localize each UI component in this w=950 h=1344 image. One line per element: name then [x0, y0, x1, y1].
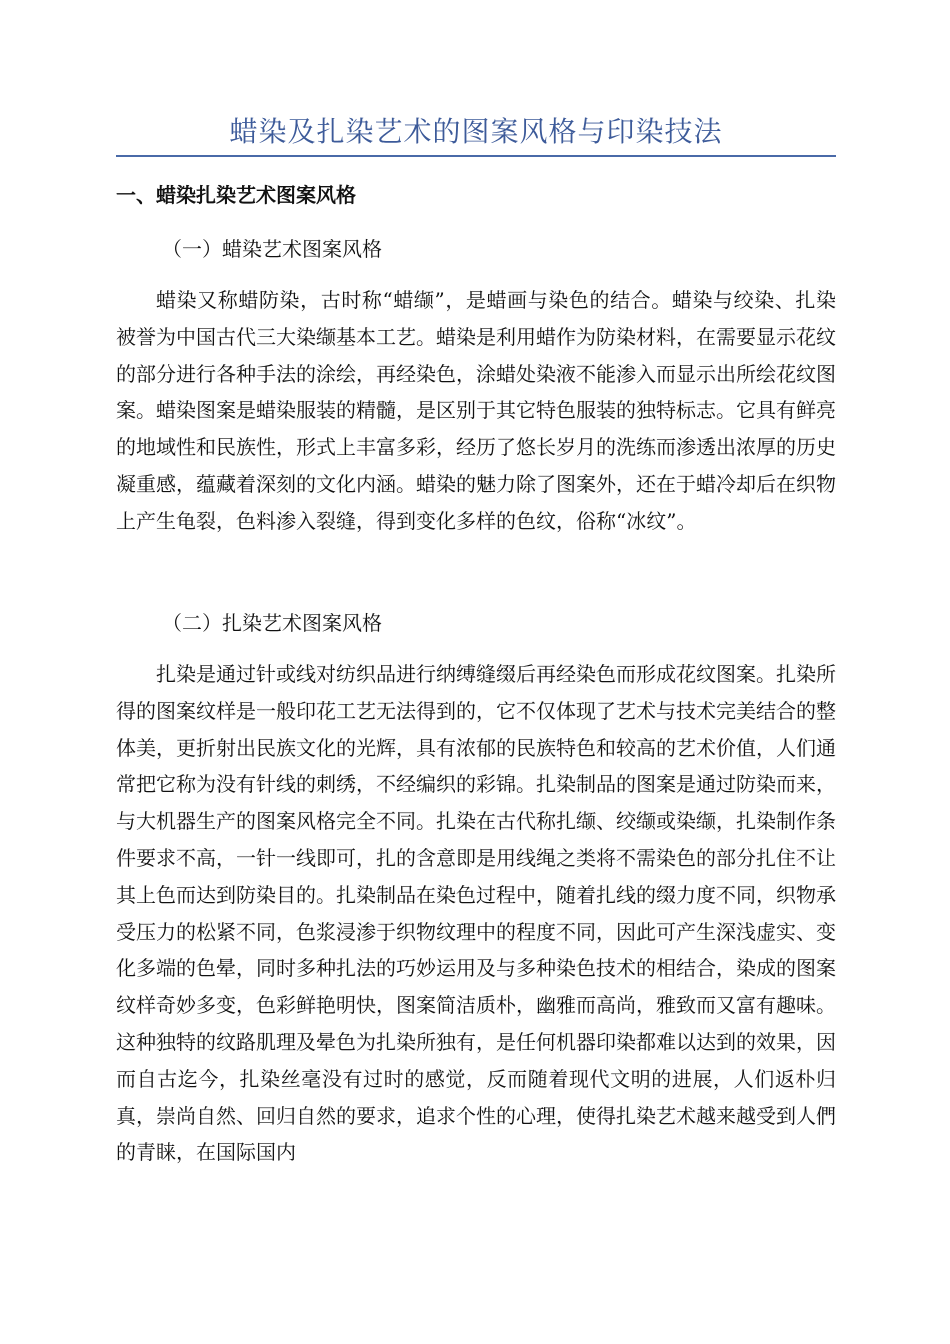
- title-underline: [116, 155, 836, 157]
- document-title: 蜡染及扎染艺术的图案风格与印染技法: [229, 115, 723, 148]
- subsection-heading-wax-dyeing: （一）蜡染艺术图案风格: [162, 237, 382, 261]
- paragraph-wax-dyeing: 蜡染又称蜡防染，古时称“蜡缬”，是蜡画与染色的结合。蜡染与绞染、扎染被誉为中国古代三大染缬基本工艺。蜡染是利用蜡作为防染材料，在需要显示花纹的部分进行各种手法的涂绘，再经染色，涂蜡处染液不能渗入而显示出所绘花纹图案。蜡染图案是蜡染服装的精髓，是区别于其它特色服装的独特标志。它具有鲜亮的地域性和民族性，形式上丰富多彩，经历了悠长岁月的洗练而渗透出浓厚的历史凝重感，蕴藏着深刻的文化内涵。蜡染的魅力除了图案外，还在于蜡冷却后在织物上产生龟裂，色料渗入裂缝，得到变化多样的色纹，俗称“冰纹”。: [116, 288, 836, 533]
- paragraph-tie-dyeing: 扎染是通过针或线对纺织品进行纳缚缝缀后再经染色而形成花纹图案。扎染所得的图案纹样是一般印花工艺无法得到的，它不仅体现了艺术与技术完美结合的整体美，更折射出民族文化的光辉，具有浓郁的民族特色和较高的艺术价值，人们通常把它称为没有针线的刺绣，不经编织的彩锦。扎染制品的图案是通过防染而来，与大机器生产的图案风格完全不同。扎染在古代称扎缬、绞缬或染缬，扎染制作条件要求不高，一针一线即可，扎的含意即是用线绳之类将不需染色的部分扎住不让其上色而达到防染目的。扎染制品在染色过程中，随着扎线的缀力度不同，织物承受压力的松紧不同，色浆浸渗于织物纹理中的程度不同，因此可产生深浅虚实、变化多端的色晕，同时多种扎法的巧妙运用及与多种染色技术的相结合，染成的图案纹样奇妙多变，色彩鲜艳明快，图案简洁质朴，幽雅而高尚，雅致而又富有趣味。这种独特的纹路肌理及晕色为扎染所独有，是任何机器印染都难以达到的效果，因而自古迄今，扎染丝毫没有过时的感觉，反而随着现代文明的进展，人们返朴归真，崇尚自然、回归自然的要求，追求个性的心理，使得扎染艺术越来越受到人們的青睐，在国际国内: [116, 662, 836, 1165]
- section-heading: 一、蜡染扎染艺术图案风格: [116, 183, 356, 207]
- subsection-heading-tie-dyeing: （二）扎染艺术图案风格: [162, 611, 382, 635]
